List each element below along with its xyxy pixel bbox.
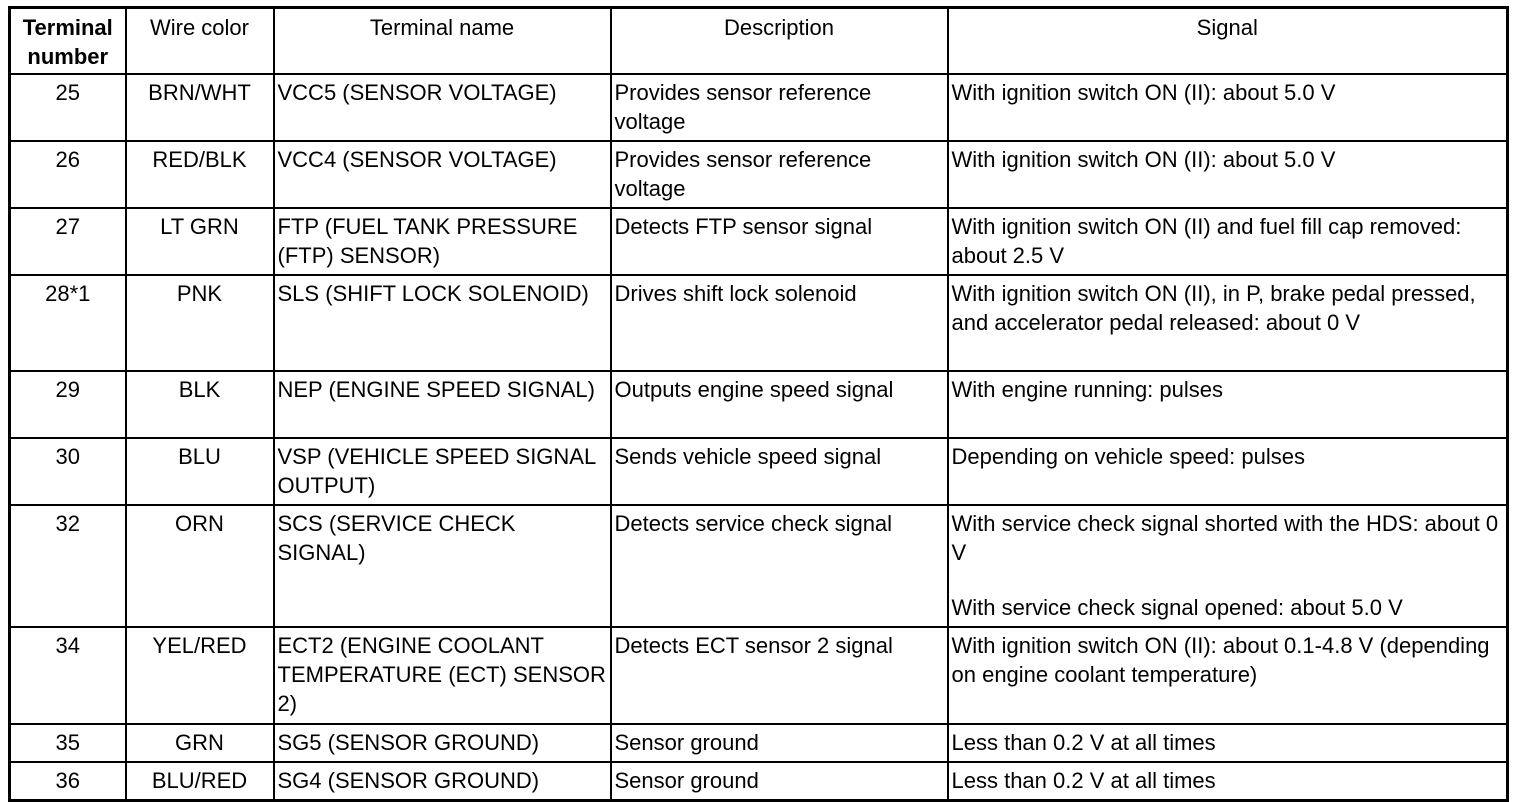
signal-text: With ignition switch ON (II): about 0.1-4.8 V (depending on engine coolant temperature) bbox=[951, 633, 1490, 687]
cell-signal bbox=[948, 724, 1508, 762]
table-row bbox=[10, 275, 1508, 371]
cell-terminal-number: 35 bbox=[10, 724, 126, 762]
signal-text: With service check signal shorted with the HDS: about 0 V bbox=[951, 511, 1499, 565]
cell-terminal-number: 27 bbox=[10, 208, 126, 275]
cell-description: Drives shift lock solenoid bbox=[611, 275, 948, 371]
cell-description: Outputs engine speed signal bbox=[611, 371, 948, 438]
table-row bbox=[10, 438, 1508, 505]
table-row bbox=[10, 762, 1508, 801]
cell-description: Sensor ground bbox=[611, 762, 948, 801]
cell-terminal-name: SG4 (SENSOR GROUND) bbox=[274, 762, 611, 801]
cell-terminal-name: ECT2 (ENGINE COOLANT TEMPERATURE (ECT) SENSOR 2) bbox=[274, 627, 611, 724]
cell-wire-color: GRN bbox=[126, 724, 274, 762]
table-row bbox=[10, 724, 1508, 762]
terminal-table bbox=[8, 6, 1509, 802]
cell-signal bbox=[948, 438, 1508, 505]
cell-signal bbox=[948, 371, 1508, 438]
cell-description: Sends vehicle speed signal bbox=[611, 438, 948, 505]
cell-terminal-name: NEP (ENGINE SPEED SIGNAL) bbox=[274, 371, 611, 438]
cell-terminal-number: 36 bbox=[10, 762, 126, 801]
table-row bbox=[10, 627, 1508, 724]
cell-terminal-number: 34 bbox=[10, 627, 126, 724]
cell-terminal-number: 25 bbox=[10, 74, 126, 141]
cell-wire-color: BLU bbox=[126, 438, 274, 505]
table-row bbox=[10, 505, 1508, 627]
header-row bbox=[10, 8, 1508, 75]
cell-signal bbox=[948, 627, 1508, 724]
signal-text: With ignition switch ON (II), in P, brake pedal pressed, and accelerator pedal released: about 0 V bbox=[951, 281, 1476, 335]
header-description: Description bbox=[611, 8, 948, 75]
cell-description: Provides sensor reference voltage bbox=[611, 141, 948, 208]
cell-terminal-number: 29 bbox=[10, 371, 126, 438]
signal-text: Less than 0.2 V at all times bbox=[951, 768, 1216, 793]
table-row bbox=[10, 208, 1508, 275]
cell-terminal-name: SCS (SERVICE CHECK SIGNAL) bbox=[274, 505, 611, 627]
cell-terminal-name: VSP (VEHICLE SPEED SIGNAL OUTPUT) bbox=[274, 438, 611, 505]
cell-wire-color: ORN bbox=[126, 505, 274, 627]
signal-text: With service check signal opened: about 5.0 V bbox=[951, 595, 1403, 620]
cell-wire-color: BRN/WHT bbox=[126, 74, 274, 141]
table-row bbox=[10, 141, 1508, 208]
cell-signal bbox=[948, 762, 1508, 801]
header-terminal-name: Terminal name bbox=[274, 8, 611, 75]
signal-text: Depending on vehicle speed: pulses bbox=[951, 444, 1305, 469]
cell-signal bbox=[948, 275, 1508, 371]
signal-text: With ignition switch ON (II) and fuel fill cap removed: about 2.5 V bbox=[951, 214, 1462, 268]
cell-terminal-name: VCC5 (SENSOR VOLTAGE) bbox=[274, 74, 611, 141]
signal-text: Less than 0.2 V at all times bbox=[951, 730, 1216, 755]
cell-signal bbox=[948, 74, 1508, 141]
cell-terminal-number: 30 bbox=[10, 438, 126, 505]
cell-description: Detects FTP sensor signal bbox=[611, 208, 948, 275]
header-wire-color: Wire color bbox=[126, 8, 274, 75]
cell-wire-color: BLK bbox=[126, 371, 274, 438]
cell-wire-color: RED/BLK bbox=[126, 141, 274, 208]
header-signal: Signal bbox=[948, 8, 1508, 75]
terminal-table-container bbox=[8, 6, 1509, 802]
signal-text: With engine running: pulses bbox=[951, 377, 1223, 402]
cell-description: Sensor ground bbox=[611, 724, 948, 762]
cell-terminal-name: SLS (SHIFT LOCK SOLENOID) bbox=[274, 275, 611, 371]
cell-signal bbox=[948, 505, 1508, 627]
cell-description: Detects service check signal bbox=[611, 505, 948, 627]
cell-terminal-name: SG5 (SENSOR GROUND) bbox=[274, 724, 611, 762]
table-body bbox=[10, 74, 1508, 801]
cell-signal bbox=[948, 208, 1508, 275]
cell-terminal-number: 28*1 bbox=[10, 275, 126, 371]
table-header bbox=[10, 8, 1508, 75]
cell-terminal-number: 32 bbox=[10, 505, 126, 627]
signal-text: With ignition switch ON (II): about 5.0 V bbox=[951, 147, 1336, 172]
cell-terminal-name: VCC4 (SENSOR VOLTAGE) bbox=[274, 141, 611, 208]
cell-description: Provides sensor reference voltage bbox=[611, 74, 948, 141]
cell-wire-color: LT GRN bbox=[126, 208, 274, 275]
signal-text: With ignition switch ON (II): about 5.0 V bbox=[951, 80, 1336, 105]
cell-wire-color: PNK bbox=[126, 275, 274, 371]
cell-terminal-name: FTP (FUEL TANK PRESSURE (FTP) SENSOR) bbox=[274, 208, 611, 275]
table-row bbox=[10, 371, 1508, 438]
cell-terminal-number: 26 bbox=[10, 141, 126, 208]
header-terminal-number: Terminal number bbox=[10, 8, 126, 75]
cell-description: Detects ECT sensor 2 signal bbox=[611, 627, 948, 724]
cell-signal bbox=[948, 141, 1508, 208]
cell-wire-color: BLU/RED bbox=[126, 762, 274, 801]
table-row bbox=[10, 74, 1508, 141]
cell-wire-color: YEL/RED bbox=[126, 627, 274, 724]
